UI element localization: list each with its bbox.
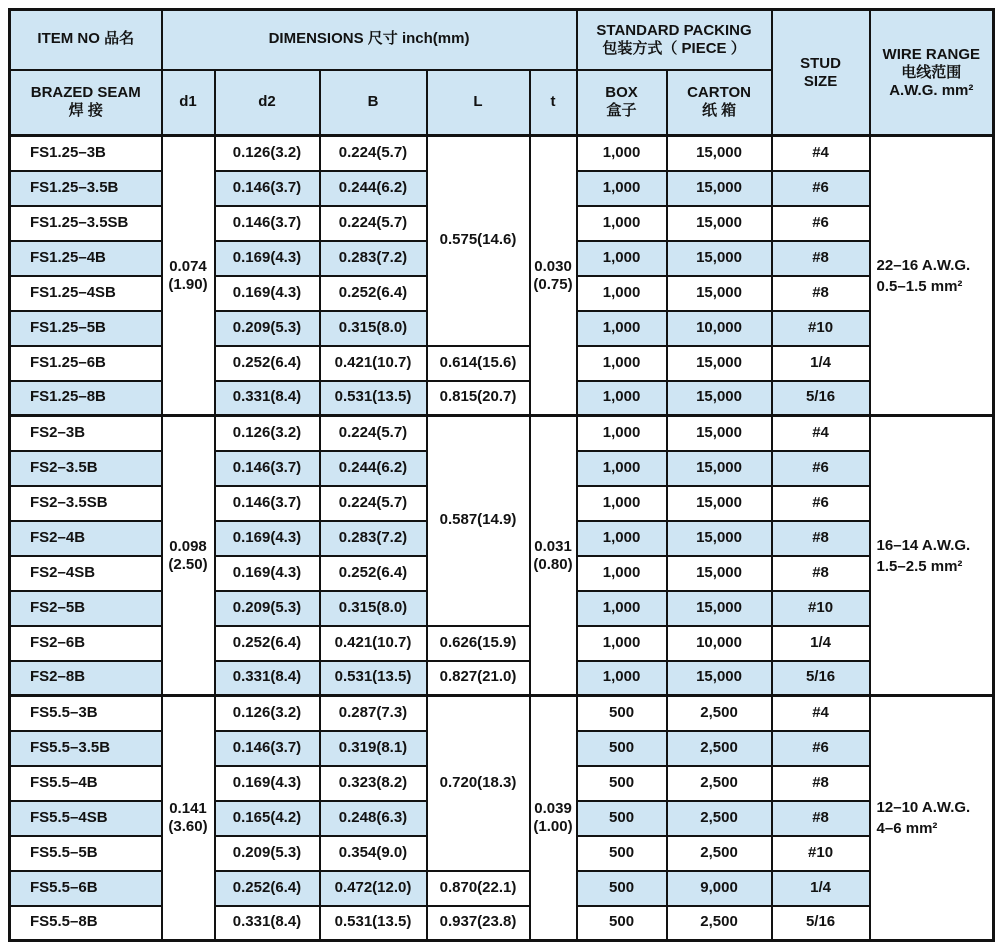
stud-cell: #4 (772, 136, 870, 171)
carton-cell: 15,000 (667, 451, 772, 486)
carton-cell: 15,000 (667, 346, 772, 381)
l-cell: 0.614(15.6) (427, 346, 530, 381)
wire-awg: 16–14 A.W.G. (876, 536, 971, 554)
header-brazed-seam-line1: BRAZED SEAM (30, 84, 141, 102)
header-carton (667, 70, 772, 136)
d2-cell: 0.331(8.4) (215, 381, 320, 416)
t-mm: (0.75) (533, 275, 573, 293)
item-cell: FS5.5–8B (10, 906, 162, 941)
d1-inch: 0.098 (169, 537, 207, 555)
item-cell: FS1.25–3.5B (10, 171, 162, 206)
item-cell: FS5.5–4SB (10, 801, 162, 836)
box-cell: 1,000 (577, 416, 667, 451)
header-stud-size (772, 10, 870, 136)
b-cell: 0.323(8.2) (320, 766, 427, 801)
header-row-1 (10, 10, 994, 70)
header-standard-packing (577, 10, 772, 70)
t-cell (530, 696, 577, 941)
header-stud-line2: SIZE (803, 72, 838, 90)
d2-cell: 0.331(8.4) (215, 661, 320, 696)
item-cell: FS1.25–8B (10, 381, 162, 416)
carton-cell: 15,000 (667, 171, 772, 206)
carton-cell: 15,000 (667, 381, 772, 416)
item-cell: FS2–5B (10, 591, 162, 626)
header-item-no: ITEM NO 品名 (10, 10, 162, 70)
carton-cell: 2,500 (667, 836, 772, 871)
d2-cell: 0.146(3.7) (215, 731, 320, 766)
carton-cell: 15,000 (667, 556, 772, 591)
box-cell: 500 (577, 906, 667, 941)
stud-cell: #4 (772, 696, 870, 731)
stud-cell: 5/16 (772, 906, 870, 941)
header-brazed-seam-line2: 焊 接 (68, 102, 103, 120)
d2-cell: 0.169(4.3) (215, 766, 320, 801)
d2-cell: 0.165(4.2) (215, 801, 320, 836)
box-cell: 1,000 (577, 451, 667, 486)
d2-cell: 0.209(5.3) (215, 591, 320, 626)
header-box-line2: 盒子 (606, 102, 637, 120)
stud-cell: #6 (772, 206, 870, 241)
header-b: B (320, 70, 427, 136)
stud-cell: #6 (772, 731, 870, 766)
t-mm: (0.80) (533, 555, 573, 573)
header-brazed-seam (10, 70, 162, 136)
d2-cell: 0.252(6.4) (215, 871, 320, 906)
d1-cell (162, 696, 215, 941)
table-row (10, 661, 994, 696)
t-inch: 0.039 (534, 800, 572, 817)
d1-mm: (3.60) (168, 818, 208, 835)
table-row (10, 626, 994, 661)
b-cell: 0.248(6.3) (320, 801, 427, 836)
wire-awg: 22–16 A.W.G. (876, 256, 971, 274)
header-wire-line1: WIRE RANGE (882, 45, 981, 63)
item-cell: FS2–4SB (10, 556, 162, 591)
stud-cell: #10 (772, 311, 870, 346)
table-row (10, 381, 994, 416)
d2-cell: 0.169(4.3) (215, 521, 320, 556)
box-cell: 500 (577, 871, 667, 906)
stud-cell: #8 (772, 766, 870, 801)
b-cell: 0.421(10.7) (320, 346, 427, 381)
box-cell: 1,000 (577, 171, 667, 206)
box-cell: 1,000 (577, 556, 667, 591)
table-row (10, 416, 994, 451)
header-t: t (530, 70, 577, 136)
box-cell: 1,000 (577, 381, 667, 416)
d1-cell (162, 416, 215, 696)
l-cell: 0.626(15.9) (427, 626, 530, 661)
carton-cell: 15,000 (667, 276, 772, 311)
stud-cell: #8 (772, 801, 870, 836)
header-wire-line2: 电线范围 (901, 63, 962, 81)
b-cell: 0.531(13.5) (320, 906, 427, 941)
t-cell (530, 136, 577, 416)
b-cell: 0.244(6.2) (320, 451, 427, 486)
b-cell: 0.421(10.7) (320, 626, 427, 661)
item-cell: FS1.25–5B (10, 311, 162, 346)
t-inch: 0.031 (534, 537, 572, 555)
table-row (10, 906, 994, 941)
b-cell: 0.472(12.0) (320, 871, 427, 906)
stud-cell: #6 (772, 451, 870, 486)
stud-cell: #10 (772, 591, 870, 626)
d1-inch: 0.074 (169, 257, 207, 275)
box-cell: 500 (577, 696, 667, 731)
b-cell: 0.283(7.2) (320, 241, 427, 276)
b-cell: 0.224(5.7) (320, 486, 427, 521)
l-cell: 0.870(22.1) (427, 871, 530, 906)
carton-cell: 9,000 (667, 871, 772, 906)
header-box-line1: BOX (605, 84, 638, 102)
header-box (577, 70, 667, 136)
carton-cell: 15,000 (667, 206, 772, 241)
d1-cell (162, 136, 215, 416)
wire-range-cell (870, 136, 994, 416)
header-wire-range (870, 10, 994, 136)
d2-cell: 0.126(3.2) (215, 696, 320, 731)
box-cell: 500 (577, 836, 667, 871)
b-cell: 0.224(5.7) (320, 416, 427, 451)
b-cell: 0.252(6.4) (320, 556, 427, 591)
l-cell: 0.937(23.8) (427, 906, 530, 941)
item-cell: FS5.5–5B (10, 836, 162, 871)
header-dimensions: DIMENSIONS 尺寸 inch(mm) (162, 10, 577, 70)
item-cell: FS2–3.5B (10, 451, 162, 486)
header-standard-packing-line2: 包装方式（ PIECE ） (602, 39, 746, 57)
box-cell: 1,000 (577, 521, 667, 556)
l-cell: 0.827(21.0) (427, 661, 530, 696)
box-cell: 1,000 (577, 346, 667, 381)
b-cell: 0.283(7.2) (320, 521, 427, 556)
carton-cell: 2,500 (667, 801, 772, 836)
d2-cell: 0.146(3.7) (215, 486, 320, 521)
carton-cell: 2,500 (667, 731, 772, 766)
wire-mm2: 1.5–2.5 mm² (876, 557, 963, 575)
d2-cell: 0.126(3.2) (215, 416, 320, 451)
box-cell: 1,000 (577, 661, 667, 696)
item-cell: FS5.5–6B (10, 871, 162, 906)
stud-cell: #6 (772, 171, 870, 206)
stud-cell: 5/16 (772, 661, 870, 696)
carton-cell: 10,000 (667, 626, 772, 661)
b-cell: 0.354(9.0) (320, 836, 427, 871)
item-cell: FS5.5–4B (10, 766, 162, 801)
item-cell: FS5.5–3B (10, 696, 162, 731)
d1-inch: 0.141 (169, 800, 207, 817)
l-cell: 0.587(14.9) (427, 416, 530, 626)
table-row (10, 696, 994, 731)
item-cell: FS2–3.5SB (10, 486, 162, 521)
b-cell: 0.287(7.3) (320, 696, 427, 731)
spec-table (8, 8, 995, 942)
header-d1: d1 (162, 70, 215, 136)
box-cell: 500 (577, 731, 667, 766)
d2-cell: 0.146(3.7) (215, 171, 320, 206)
l-cell: 0.815(20.7) (427, 381, 530, 416)
item-cell: FS1.25–4SB (10, 276, 162, 311)
table-row (10, 136, 994, 171)
b-cell: 0.224(5.7) (320, 136, 427, 171)
wire-mm2: 0.5–1.5 mm² (876, 277, 963, 295)
d2-cell: 0.209(5.3) (215, 311, 320, 346)
item-cell: FS2–6B (10, 626, 162, 661)
stud-cell: #4 (772, 416, 870, 451)
header-l: L (427, 70, 530, 136)
item-cell: FS1.25–3.5SB (10, 206, 162, 241)
carton-cell: 2,500 (667, 696, 772, 731)
b-cell: 0.315(8.0) (320, 591, 427, 626)
d2-cell: 0.331(8.4) (215, 906, 320, 941)
b-cell: 0.319(8.1) (320, 731, 427, 766)
b-cell: 0.315(8.0) (320, 311, 427, 346)
item-cell: FS1.25–4B (10, 241, 162, 276)
carton-cell: 15,000 (667, 521, 772, 556)
carton-cell: 2,500 (667, 906, 772, 941)
d2-cell: 0.146(3.7) (215, 206, 320, 241)
item-cell: FS2–4B (10, 521, 162, 556)
box-cell: 500 (577, 766, 667, 801)
item-cell: FS1.25–6B (10, 346, 162, 381)
carton-cell: 15,000 (667, 661, 772, 696)
b-cell: 0.531(13.5) (320, 381, 427, 416)
carton-cell: 10,000 (667, 311, 772, 346)
box-cell: 1,000 (577, 136, 667, 171)
t-mm: (1.00) (533, 818, 573, 835)
wire-range-cell (870, 416, 994, 696)
b-cell: 0.252(6.4) (320, 276, 427, 311)
d2-cell: 0.126(3.2) (215, 136, 320, 171)
d2-cell: 0.169(4.3) (215, 556, 320, 591)
wire-awg: 12–10 A.W.G. (876, 799, 971, 816)
header-d2: d2 (215, 70, 320, 136)
carton-cell: 15,000 (667, 241, 772, 276)
carton-cell: 2,500 (667, 766, 772, 801)
header-carton-line1: CARTON (687, 84, 751, 102)
box-cell: 1,000 (577, 311, 667, 346)
d2-cell: 0.146(3.7) (215, 451, 320, 486)
t-cell (530, 416, 577, 696)
box-cell: 500 (577, 801, 667, 836)
d2-cell: 0.252(6.4) (215, 346, 320, 381)
stud-cell: #8 (772, 241, 870, 276)
l-cell: 0.575(14.6) (427, 136, 530, 346)
stud-cell: 1/4 (772, 346, 870, 381)
d2-cell: 0.169(4.3) (215, 276, 320, 311)
d2-cell: 0.252(6.4) (215, 626, 320, 661)
item-cell: FS2–8B (10, 661, 162, 696)
stud-cell: 1/4 (772, 871, 870, 906)
stud-cell: #6 (772, 486, 870, 521)
d2-cell: 0.209(5.3) (215, 836, 320, 871)
stud-cell: #10 (772, 836, 870, 871)
stud-cell: 5/16 (772, 381, 870, 416)
box-cell: 1,000 (577, 241, 667, 276)
table-row (10, 871, 994, 906)
stud-cell: #8 (772, 556, 870, 591)
box-cell: 1,000 (577, 626, 667, 661)
d2-cell: 0.169(4.3) (215, 241, 320, 276)
carton-cell: 15,000 (667, 486, 772, 521)
b-cell: 0.224(5.7) (320, 206, 427, 241)
header-standard-packing-line1: STANDARD PACKING (596, 21, 752, 39)
t-inch: 0.030 (534, 257, 572, 275)
header-stud-line1: STUD (800, 54, 841, 72)
carton-cell: 15,000 (667, 416, 772, 451)
b-cell: 0.244(6.2) (320, 171, 427, 206)
l-cell: 0.720(18.3) (427, 696, 530, 871)
item-cell: FS1.25–3B (10, 136, 162, 171)
d1-mm: (1.90) (168, 275, 208, 293)
b-cell: 0.531(13.5) (320, 661, 427, 696)
stud-cell: #8 (772, 521, 870, 556)
stud-cell: 1/4 (772, 626, 870, 661)
wire-mm2: 4–6 mm² (876, 820, 938, 837)
table-row (10, 346, 994, 381)
header-wire-line3: A.W.G. mm² (889, 81, 974, 99)
d1-mm: (2.50) (168, 555, 208, 573)
box-cell: 1,000 (577, 486, 667, 521)
box-cell: 1,000 (577, 206, 667, 241)
carton-cell: 15,000 (667, 136, 772, 171)
item-cell: FS2–3B (10, 416, 162, 451)
box-cell: 1,000 (577, 276, 667, 311)
item-cell: FS5.5–3.5B (10, 731, 162, 766)
stud-cell: #8 (772, 276, 870, 311)
header-carton-line2: 纸 箱 (701, 102, 737, 120)
carton-cell: 15,000 (667, 591, 772, 626)
wire-range-cell (870, 696, 994, 941)
box-cell: 1,000 (577, 591, 667, 626)
